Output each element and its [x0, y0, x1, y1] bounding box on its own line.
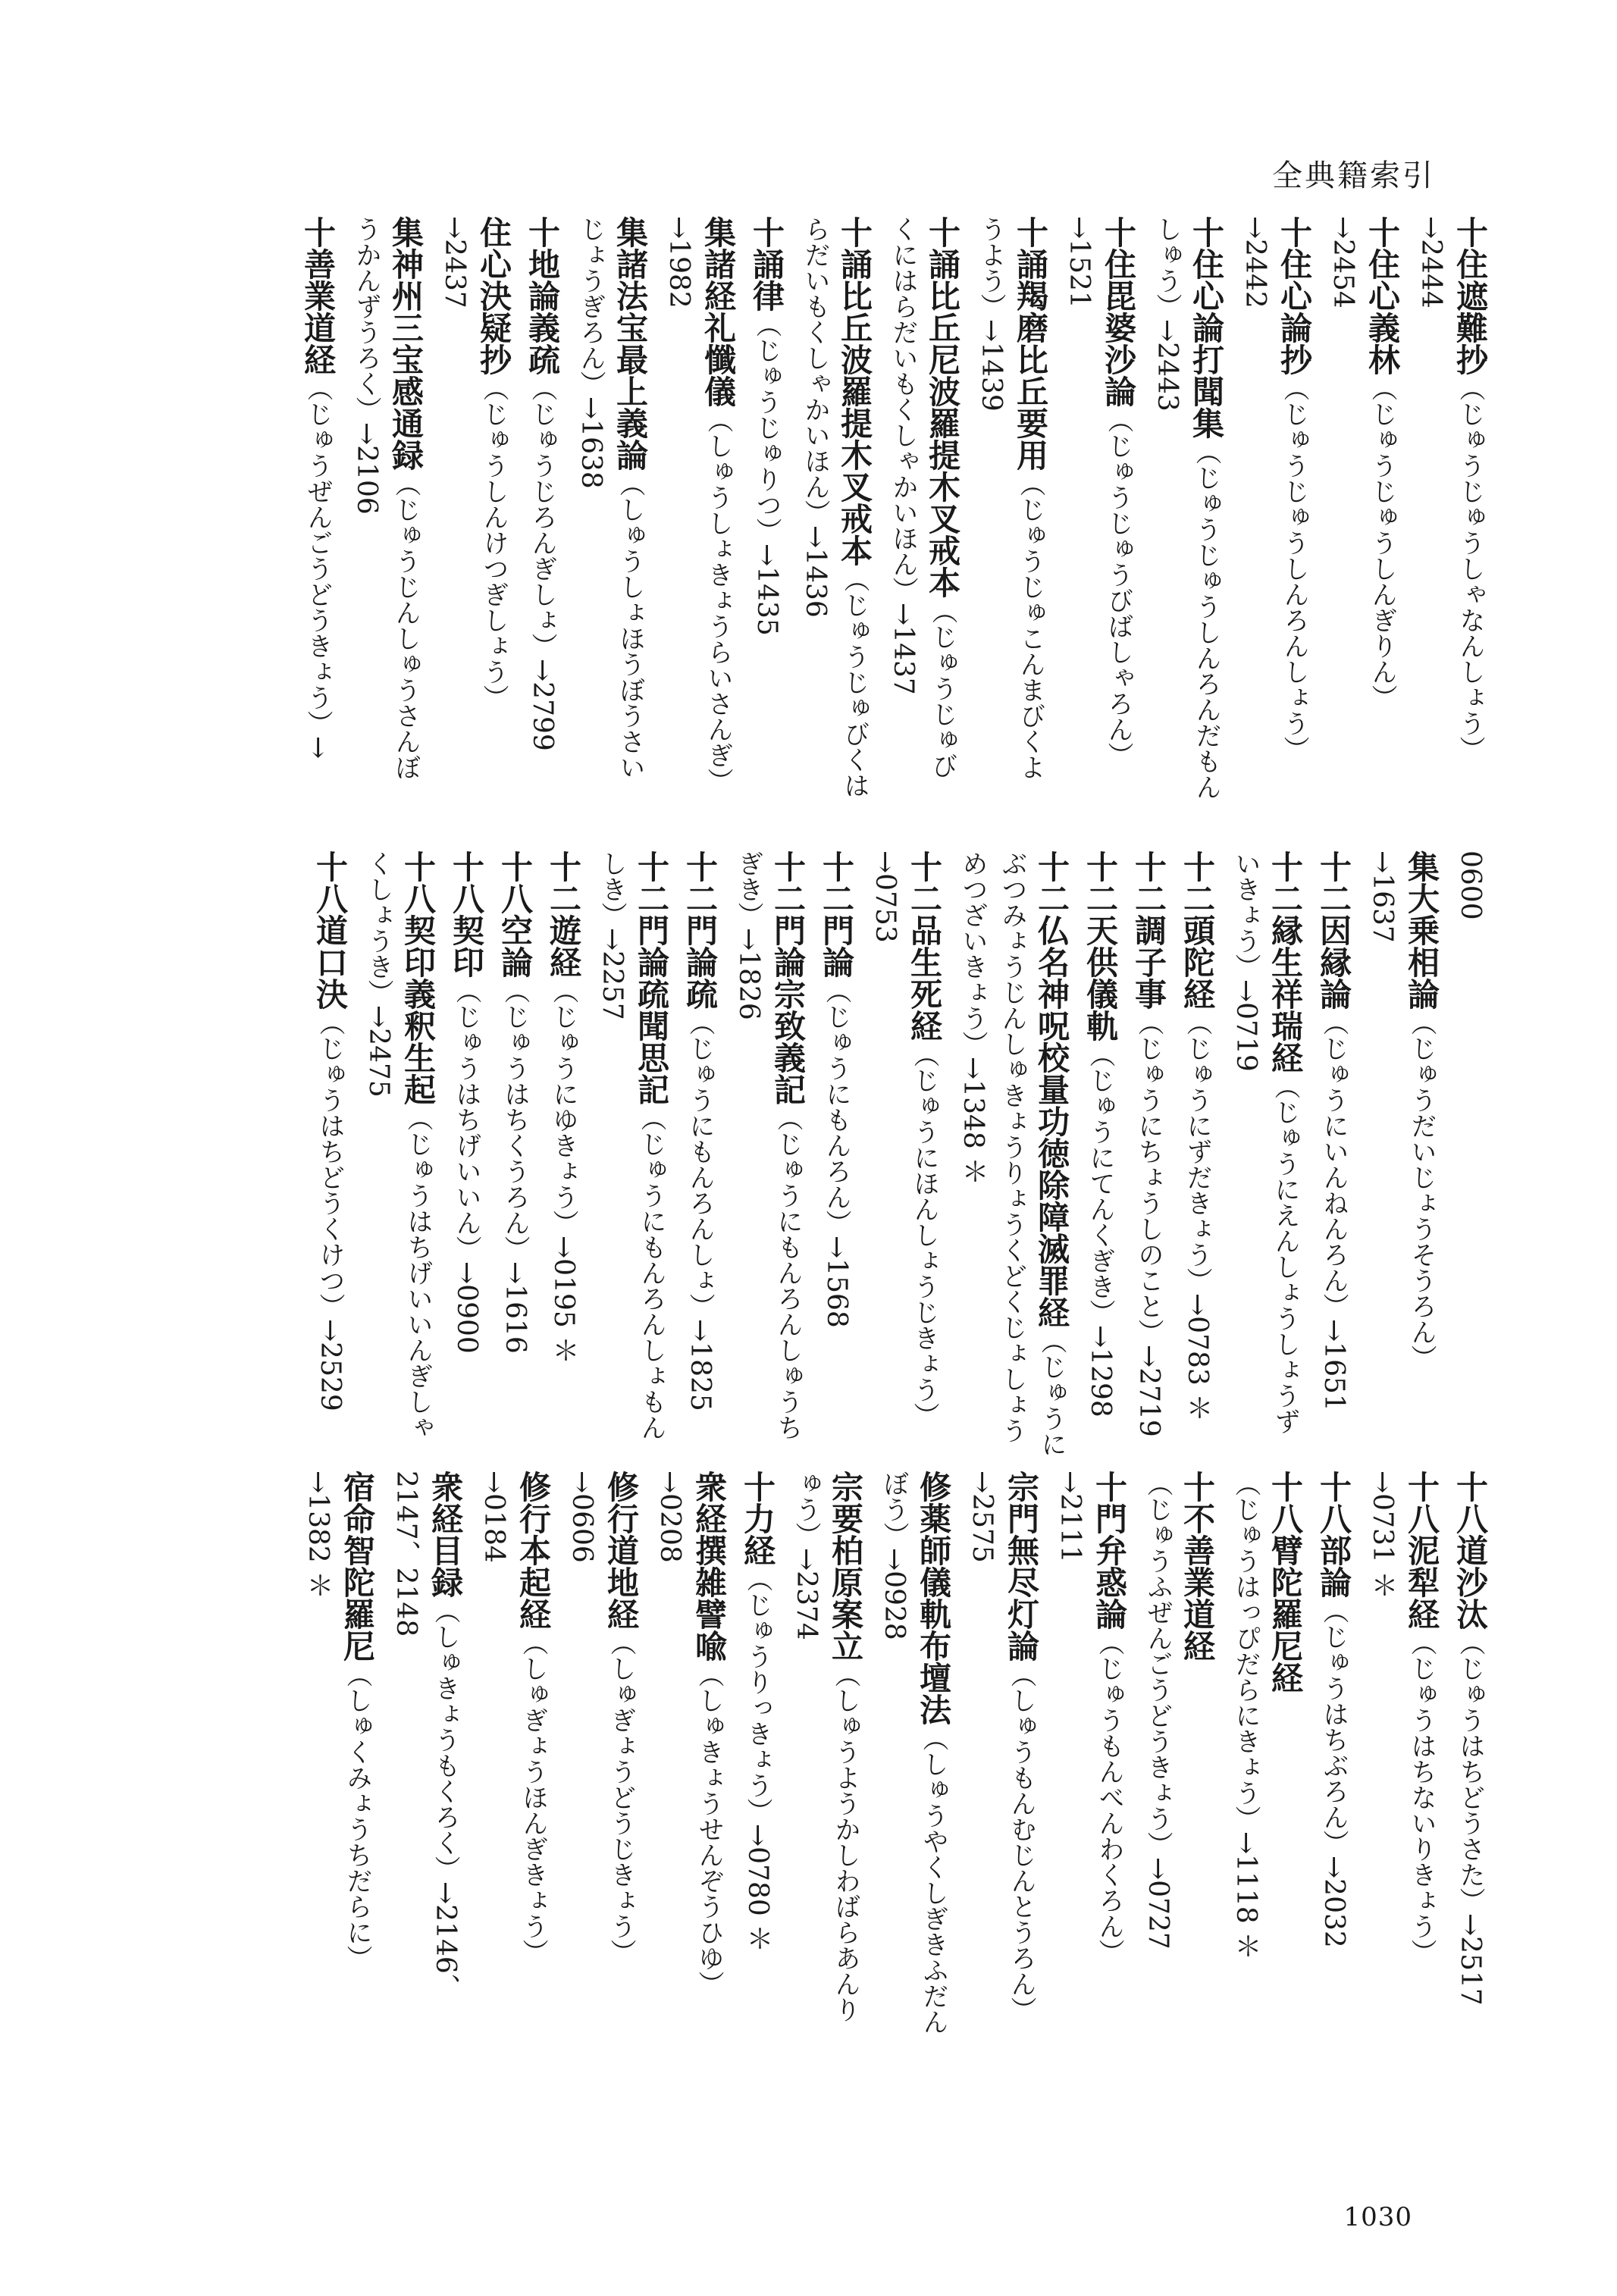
- entry-reading: （じゅうはちどうさた）: [1455, 1630, 1485, 1913]
- index-entry: [1314, 1471, 1353, 2047]
- entry-reading: （じゅうにちょうしのこと）: [1133, 1010, 1164, 1345]
- entry-ref: →0195 ＊: [548, 1236, 579, 1364]
- index-entry: [310, 850, 349, 1457]
- entry-ref: →0780 ＊: [742, 1824, 773, 1953]
- entry-ref: →1826: [733, 928, 764, 1020]
- index-entry: [953, 850, 1071, 1457]
- entry-title: 十二遊経: [545, 850, 582, 978]
- entry-reading: （じゅうにゆきょう）: [548, 978, 578, 1236]
- entry-title: 十八契印: [448, 850, 485, 978]
- index-entry: [474, 1471, 553, 2047]
- entry-reading: （じゅうふぜんごうどうきょう）: [1142, 1471, 1173, 1857]
- index-entry: [1138, 1471, 1217, 2047]
- entry-ref: →1982: [663, 216, 694, 309]
- entry-reading: （じゅうじんしゅうさんぼうかんずうろく）: [351, 216, 421, 780]
- entry-reading: （じゅうじゅびくはらだいもくしゃかいほん）: [800, 216, 870, 798]
- entry-ref: →1637: [1367, 850, 1398, 943]
- entry-ref: →2111: [1054, 1471, 1086, 1563]
- entry-title: 修薬師儀軌布壇法: [915, 1471, 952, 1725]
- entry-reading: （しゅきょうせんぞうひゆ）: [694, 1662, 724, 1997]
- entry-reading: （しゅうしょきょうらいさんぎ）: [703, 407, 733, 794]
- index-entry: [883, 216, 962, 800]
- entry-ref: →2374: [791, 1548, 822, 1640]
- index-entry: [1362, 850, 1441, 1457]
- entry-ref: →0731 ＊: [1367, 1471, 1398, 1599]
- entry-title: 衆経撰雑譬喩: [691, 1471, 728, 1662]
- page-header: 全典籍索引: [1272, 158, 1435, 193]
- entry-title: 集大乗相論: [1403, 850, 1440, 1010]
- index-entry: [298, 1471, 377, 2047]
- index-entry: [1177, 850, 1217, 1457]
- entry-title: 宗要柏原案立: [827, 1471, 864, 1662]
- entry-reading: （じゅうにもんろんしゅうちぎき）: [733, 850, 803, 1440]
- entry-reading: （じゅうはちげいいん）: [451, 978, 481, 1261]
- entry-ref: →2032: [1318, 1856, 1349, 1948]
- entry-reading: （じゅうもんべんわくろん）: [1094, 1630, 1124, 1965]
- index-entry: [592, 850, 671, 1457]
- entry-ref: →: [302, 736, 334, 760]
- entry-title: 十地論義疏: [524, 216, 561, 375]
- index-entry: [1147, 216, 1226, 800]
- index-entry: [434, 216, 513, 800]
- entry-ref: →2442: [1239, 216, 1271, 309]
- entry-title: 十二調子事: [1130, 850, 1167, 1010]
- index-entry: [738, 1471, 777, 2047]
- entry-reading: （じゅうにぶつみょうじんしゅきょうりょうくどくじょしょうめつざいきょう）: [957, 850, 1067, 1457]
- index-entry: [359, 850, 437, 1457]
- index-block-2: [140, 850, 1490, 1457]
- entry-reading: （しゅきょうもくろく）: [430, 1598, 460, 1881]
- entry-reading: （しゅうしょほうぼうさいじょうぎろん）: [575, 216, 645, 780]
- entry-reading: （じゅうにもんろん）: [821, 978, 851, 1236]
- entry-ref: →2799: [527, 659, 558, 751]
- entry-title: 十八空論: [497, 850, 534, 978]
- entry-reading: （じゅうにえんしょうしょうずいきょう）: [1230, 850, 1300, 1434]
- entry-reading: （じゅうしんけつぎしょう）: [478, 375, 509, 710]
- index-entry: [1411, 216, 1490, 800]
- entry-reading: （じゅうはちどうくけつ）: [315, 1010, 345, 1319]
- entry-reading: （じゅうぜんごうどうきょう）: [302, 375, 333, 736]
- entry-ref: →2517: [1455, 1913, 1486, 2006]
- index-block-3: [140, 1471, 1490, 2047]
- entry-title: 十八泥犁経: [1403, 1471, 1440, 1630]
- entry-title: 十住心論抄: [1276, 216, 1313, 375]
- index-entry: [298, 216, 337, 800]
- entry-reading: （じゅうにもんろんしょもんしき）: [597, 850, 666, 1440]
- index-entry: [1080, 850, 1120, 1457]
- index-entry: [971, 216, 1050, 800]
- entry-reading: （じゅうじゅびくにはらだいもくしゃかいほん）: [888, 216, 957, 778]
- entry-ref: →1616: [500, 1261, 531, 1354]
- entry-title: 十八契印義釈生起: [400, 850, 437, 1105]
- entry-title: 十力経: [739, 1471, 776, 1566]
- index-entry: [495, 850, 534, 1457]
- entry-ref: →0900: [451, 1261, 482, 1354]
- entry-ref: →1651: [1318, 1319, 1349, 1411]
- entry-ref: →1638: [575, 396, 606, 489]
- index-entry: [1323, 216, 1402, 800]
- index-entry: [816, 850, 856, 1457]
- index-entry: [1235, 216, 1314, 800]
- entry-title: 十門弁惑論: [1091, 1471, 1128, 1630]
- entry-ref: →0606: [566, 1471, 597, 1563]
- entry-reading: （じゅうはちないりきょう）: [1406, 1630, 1437, 1965]
- index-entry: [865, 850, 944, 1457]
- entry-title: 十二門論疏聞思記: [633, 850, 670, 1105]
- entry-reading: （じゅうじゅうしんろんだもんしゅう）: [1152, 216, 1221, 800]
- entry-title: 集神州三宝感通録: [387, 216, 425, 471]
- entry-ref: →1568: [821, 1236, 852, 1328]
- entry-title: 修行本起経: [515, 1471, 552, 1630]
- entry-ref: →2529: [315, 1319, 346, 1411]
- entry-title: 十誦羯磨比丘要用: [1012, 216, 1049, 471]
- entry-reading: （しゅぎょうどうじきょう）: [606, 1630, 636, 1965]
- entry-reading: （じゅうじゅこんまびくようよう）: [976, 216, 1045, 780]
- entry-title: 衆経目録: [427, 1471, 464, 1598]
- entry-reading: （じゅうにもんろんしょ）: [685, 1010, 715, 1319]
- entry-title: 十二門論: [818, 850, 855, 978]
- entry-title: 十八道沙汰: [1452, 1471, 1489, 1630]
- entry-reading: （じゅうにいんねんろん）: [1318, 1010, 1349, 1319]
- entry-reading: （しゅくみょうちだらに）: [342, 1662, 372, 1971]
- entry-ref: →2257: [597, 928, 628, 1020]
- entry-title: 十八臂陀羅尼経: [1267, 1471, 1304, 1693]
- index-entry: [562, 1471, 641, 2047]
- index-entry: [659, 216, 738, 800]
- entry-ref: →1521: [1064, 216, 1095, 309]
- index-entry: [1226, 1471, 1305, 2047]
- index-entry: [571, 216, 650, 800]
- index-entry: [650, 1471, 729, 2047]
- index-entry: [786, 1471, 865, 2047]
- entry-ref: →0753: [870, 850, 901, 943]
- entry-reading: （じゅうりっきょう）: [742, 1566, 772, 1824]
- entry-title: 十誦律: [748, 216, 785, 312]
- entry-reading: （じゅうにずだきょう）: [1182, 1010, 1212, 1293]
- entry-reading: （じゅうはちくうろん）: [500, 978, 530, 1261]
- entry-reading: （しゅうもんむじんとうろん）: [1006, 1662, 1036, 2022]
- index-entry: [1450, 850, 1490, 1457]
- entry-title: 集諸経礼懺儀: [700, 216, 737, 407]
- entry-title: 十誦比丘波羅提木叉戒本: [836, 216, 873, 566]
- entry-title: 十二因縁論: [1315, 850, 1352, 1010]
- entry-ref: →2719: [1133, 1345, 1164, 1437]
- entry-reading: （じゅうじゅうしんろんしょう）: [1279, 375, 1309, 762]
- entry-title: 十二天供儀軌: [1082, 850, 1119, 1042]
- entry-reading: （じゅうじろんぎしょ）: [527, 375, 557, 659]
- entry-ref: →1437: [888, 603, 919, 695]
- entry-ref: →1436: [800, 525, 831, 618]
- index-entry: [1129, 850, 1168, 1457]
- entry-ref: →2437: [439, 216, 470, 309]
- index-entry: [522, 216, 562, 800]
- entry-title: 宿命智陀羅尼: [339, 1471, 376, 1662]
- entry-title: 十二品生死経: [906, 850, 943, 1042]
- index-entry: [874, 1471, 953, 2047]
- entry-ref: →0208: [654, 1471, 685, 1563]
- entry-title: 集諸法宝最上義論: [612, 216, 649, 471]
- entry-title: 十二門論疏: [682, 850, 719, 1010]
- entry-title: 十住遮難抄: [1452, 216, 1489, 375]
- entry-ref: →2475: [363, 1005, 394, 1098]
- entry-title: 十二門論宗致義記: [769, 850, 807, 1105]
- entry-reading: （しゅぎょうほんぎきょう）: [518, 1630, 548, 1965]
- entry-reading: （じゅうじゅうしんぎりん）: [1367, 375, 1397, 710]
- entry-ref: →2454: [1327, 216, 1358, 309]
- entry-title: 修行道地経: [603, 1471, 640, 1630]
- entry-ref: →2106: [351, 422, 382, 515]
- entry-title: 十住心義林: [1364, 216, 1401, 375]
- index-entry: [346, 216, 425, 800]
- entry-ref: →0783 ＊: [1182, 1293, 1213, 1422]
- entry-title: 十不善業道経: [1179, 1471, 1216, 1662]
- entry-reading: （じゅうにてんくぎき）: [1085, 1042, 1115, 1325]
- entry-ref: →1825: [685, 1319, 716, 1411]
- index-entry: [544, 850, 583, 1457]
- index-entry: [1362, 1471, 1441, 2047]
- entry-reading: （じゅうじゅうびばしゃろん）: [1103, 407, 1133, 768]
- index-entry: [795, 216, 874, 800]
- entry-title: 十二頭陀経: [1179, 850, 1216, 1010]
- index-entry: [1450, 1471, 1490, 2047]
- entry-title: 十住毘婆沙論: [1100, 216, 1137, 407]
- entry-title: 宗門無尽灯論: [1003, 1471, 1040, 1662]
- entry-title: 十誦比丘尼波羅提木叉戒本: [924, 216, 961, 598]
- entry-reading: （じゅうにほんしょうじきょう）: [909, 1042, 939, 1428]
- index-entry: [747, 216, 786, 800]
- index-entry: [680, 850, 719, 1457]
- index-entry: [386, 1471, 465, 2047]
- index-entry: [1226, 850, 1305, 1457]
- index-entry: [447, 850, 486, 1457]
- entry-ref: →1118 ＊: [1230, 1831, 1261, 1960]
- entry-reading: （じゅうだいじょうそうろん）: [1406, 1010, 1437, 1370]
- index-entry: [1050, 1471, 1129, 2047]
- entry-ref: →1439: [976, 319, 1007, 412]
- entry-ref: →2444: [1415, 216, 1446, 309]
- entry-ref: →1382 ＊: [302, 1471, 334, 1599]
- entry-ref: →0727: [1142, 1857, 1174, 1950]
- entry-title: 十八部論: [1315, 1471, 1352, 1598]
- index-entry: [1314, 850, 1353, 1457]
- entry-reading: （しゅうやくしぎきふだんぼう）: [879, 1471, 948, 2034]
- entry-title: 十善業道経: [299, 216, 337, 375]
- entry-reading: （じゅうはちぶろん）: [1318, 1598, 1349, 1856]
- entry-ref: →2146、2147、2148: [390, 1471, 461, 2001]
- entry-title: 十住心論打聞集: [1188, 216, 1225, 439]
- entry-title: 十八道口決: [312, 850, 349, 1010]
- entry-reading: （じゅうはっぴだらにきょう）: [1230, 1471, 1261, 1831]
- entry-ref: →2575: [967, 1471, 998, 1563]
- entry-title: 十二仏名神呪校量功徳除障滅罪経: [1033, 850, 1070, 1328]
- entry-ref: →1435: [751, 543, 782, 636]
- entry-reading: （じゅうはちげいいんぎしゃくしょうき）: [363, 850, 433, 1440]
- entry-ref: →1298: [1085, 1325, 1116, 1417]
- entry-ref: →2443: [1152, 319, 1183, 412]
- index-block-1: [140, 216, 1490, 800]
- index-entry: [962, 1471, 1041, 2047]
- entry-ref: →0719: [1230, 979, 1261, 1072]
- entry-ref: 0600: [1455, 850, 1486, 920]
- entry-ref: →1348 ＊: [957, 1057, 989, 1186]
- entry-reading: （しゅうようかしわばらあんりゅう）: [791, 1471, 860, 2022]
- page-number: 1030: [1343, 2202, 1412, 2232]
- entry-ref: →0928: [879, 1548, 910, 1640]
- index-entry: [729, 850, 807, 1457]
- entry-reading: （じゅうじゅうしゃなんしょう）: [1455, 375, 1485, 762]
- entry-reading: （じゅうじゅりつ）: [751, 312, 782, 543]
- entry-ref: →0184: [478, 1471, 509, 1563]
- index-entry: [1059, 216, 1138, 800]
- entry-title: 十二縁生祥瑞経: [1267, 850, 1304, 1073]
- entry-title: 住心決疑抄: [475, 216, 512, 375]
